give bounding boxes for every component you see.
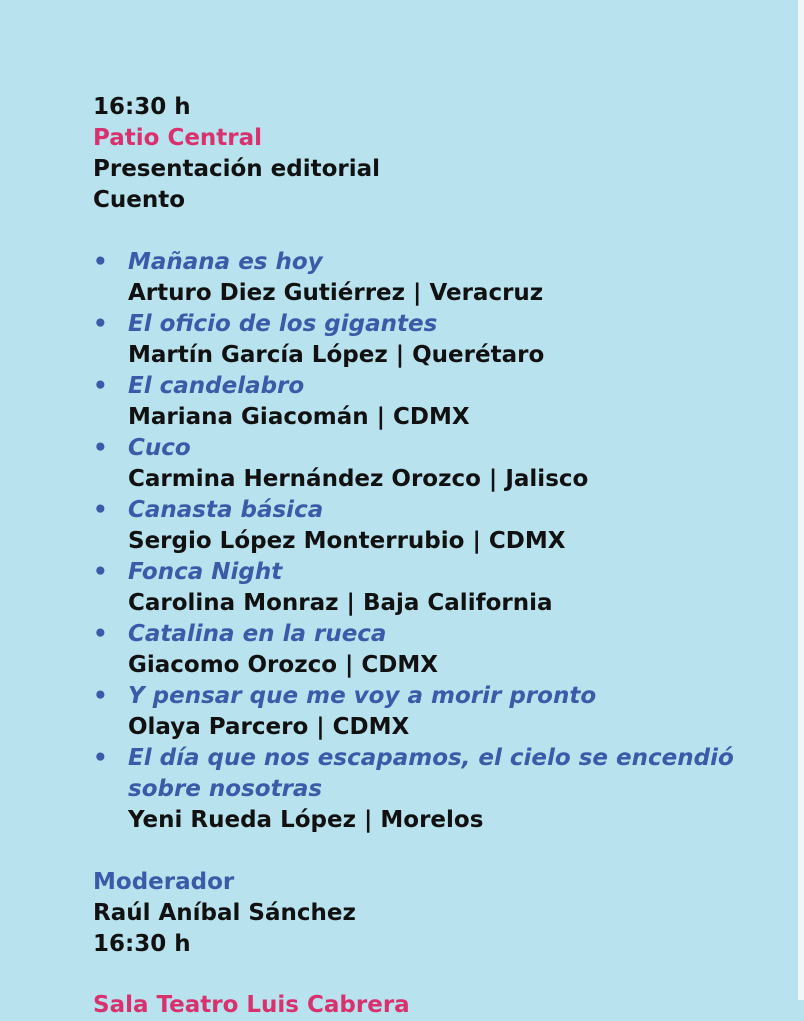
bullet-icon: •	[93, 373, 108, 399]
list-item	[93, 619, 783, 681]
book-title: Mañana es hoy	[128, 249, 323, 275]
book-title: El candelabro	[128, 373, 305, 399]
session-genre: Cuento	[93, 187, 186, 213]
spacer	[93, 836, 783, 867]
program-block	[93, 92, 783, 960]
list-item	[93, 557, 783, 619]
book-title: Fonca Night	[128, 559, 283, 585]
session-venue: Patio Central	[93, 125, 263, 151]
bullet-icon: •	[93, 435, 108, 461]
bullet-icon: •	[93, 745, 108, 771]
moderator-name: Raúl Aníbal Sánchez	[93, 900, 356, 926]
bullet-icon: •	[93, 249, 108, 275]
bullet-icon: •	[93, 621, 108, 647]
book-author: Mariana Giacomán | CDMX	[128, 404, 470, 430]
book-author: Arturo Diez Gutiérrez | Veracruz	[128, 280, 544, 306]
book-author: Yeni Rueda López | Morelos	[128, 807, 484, 833]
list-item	[93, 371, 783, 433]
book-title: El día que nos escapamos, el cielo se encendió sobre nosotras	[128, 745, 734, 802]
moderator-time: 16:30 h	[93, 931, 191, 957]
book-author: Carolina Monraz | Baja California	[128, 590, 553, 616]
spacer	[93, 216, 783, 247]
bullet-icon: •	[93, 559, 108, 585]
book-title: Catalina en la rueca	[128, 621, 387, 647]
session-type: Presentación editorial	[93, 156, 381, 182]
list-item	[93, 681, 783, 743]
moderator-label: Moderador	[93, 869, 235, 895]
book-title: Y pensar que me voy a morir pronto	[128, 683, 597, 709]
book-title: El oficio de los gigantes	[128, 311, 438, 337]
book-title: Canasta básica	[128, 497, 324, 523]
list-item	[93, 743, 783, 836]
page-edge	[798, 0, 804, 1000]
bullet-icon: •	[93, 311, 108, 337]
book-author: Martín García López | Querétaro	[128, 342, 545, 368]
list-item	[93, 433, 783, 495]
book-title: Cuco	[128, 435, 191, 461]
bullet-icon: •	[93, 497, 108, 523]
book-list	[93, 247, 783, 836]
next-session-venue: Sala Teatro Luis Cabrera	[93, 992, 410, 1018]
list-item	[93, 495, 783, 557]
book-author: Carmina Hernández Orozco | Jalisco	[128, 466, 589, 492]
book-author: Olaya Parcero | CDMX	[128, 714, 410, 740]
book-author: Sergio López Monterrubio | CDMX	[128, 528, 566, 554]
list-item	[93, 309, 783, 371]
book-author: Giacomo Orozco | CDMX	[128, 652, 439, 678]
bullet-icon: •	[93, 683, 108, 709]
session-time: 16:30 h	[93, 94, 191, 120]
list-item	[93, 247, 783, 309]
